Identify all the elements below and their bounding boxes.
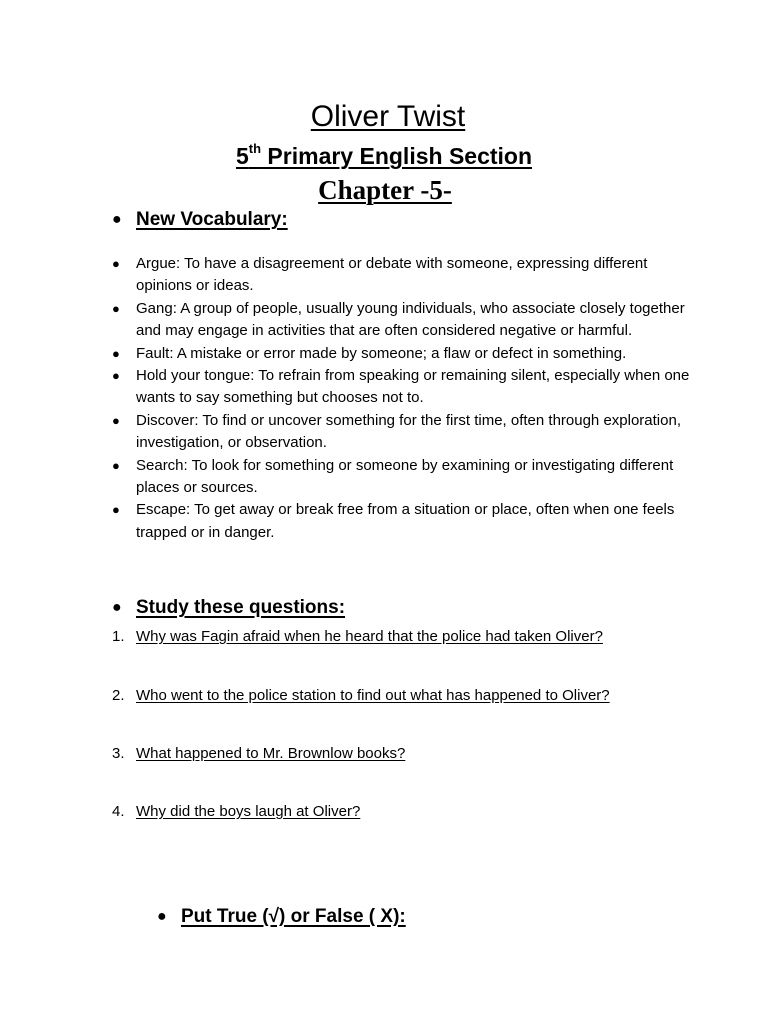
document-subtitle: [0, 141, 768, 171]
question-item: [112, 626, 603, 648]
vocabulary-item: [112, 365, 696, 410]
bullet-icon: ●: [112, 457, 120, 473]
question-number: 4.: [112, 803, 125, 820]
question-text: What happened to Mr. Brownlow books?: [136, 745, 406, 762]
vocabulary-item: [112, 410, 696, 455]
vocabulary-item: [112, 343, 696, 365]
vocabulary-definition: Fault: A mistake or error made by someone; a flaw or defect in something.: [136, 344, 627, 362]
bullet-icon: ●: [112, 300, 120, 316]
vocabulary-definition: Gang: A group of people, usually young individuals, who associate closely together and may engage in activities that are often considered negative or harmful.: [136, 299, 685, 340]
bullet-icon: ●: [112, 256, 120, 271]
bullet-icon: ●: [112, 599, 122, 616]
vocabulary-definition: Discover: To find or uncover something for the first time, often through exploration, investigation, or observation.: [136, 411, 681, 452]
true-false-heading-text: Put True (√) or False ( X):: [181, 906, 406, 927]
bullet-icon: ●: [112, 502, 120, 518]
true-false-heading: [157, 905, 406, 929]
bullet-icon: ●: [112, 345, 120, 361]
question-text: Who went to the police station to find out what has happened to Oliver?: [136, 687, 610, 704]
vocabulary-item: [112, 499, 696, 544]
document-title: Oliver Twist: [310, 100, 466, 133]
question-item: [112, 743, 405, 765]
vocabulary-item: [112, 298, 696, 343]
chapter-heading: Chapter -5-: [318, 175, 452, 205]
vocabulary-heading-text: New Vocabulary:: [136, 209, 288, 230]
vocabulary-heading: [112, 208, 288, 232]
vocabulary-definition: Escape: To get away or break free from a situation or place, often when one feels trapped or in danger.: [136, 501, 675, 541]
grade-number: 5: [235, 143, 249, 169]
questions-heading-text: Study these questions:: [136, 597, 346, 618]
grade-ordinal-suffix: th: [248, 141, 262, 156]
vocabulary-definition: Hold your tongue: To refrain from speaking or remaining silent, especially when one wants to say something but chooses not to.: [136, 367, 690, 407]
bullet-icon: ●: [112, 211, 122, 228]
vocabulary-list: [112, 253, 696, 544]
bullet-icon: ●: [112, 368, 120, 384]
bullet-icon: ●: [157, 908, 167, 925]
vocabulary-definition: Search: To look for something or someone by examining or investigating different places or sources.: [136, 456, 674, 497]
bullet-icon: ●: [112, 412, 120, 428]
question-number: 1.: [112, 628, 125, 645]
question-number: 3.: [112, 745, 125, 762]
question-number: 2.: [112, 687, 125, 704]
question-item: [112, 801, 360, 823]
vocabulary-item: [112, 253, 696, 298]
vocabulary-definition: Argue: To have a disagreement or debate with someone, expressing different opinions or ideas.: [136, 255, 648, 295]
subtitle-text: Primary English Section: [261, 143, 533, 169]
questions-heading: [112, 596, 346, 620]
question-item: [112, 685, 610, 707]
question-text: Why did the boys laugh at Oliver?: [136, 803, 361, 820]
question-text: Why was Fagin afraid when he heard that the police had taken Oliver?: [136, 628, 603, 645]
vocabulary-item: [112, 455, 696, 500]
